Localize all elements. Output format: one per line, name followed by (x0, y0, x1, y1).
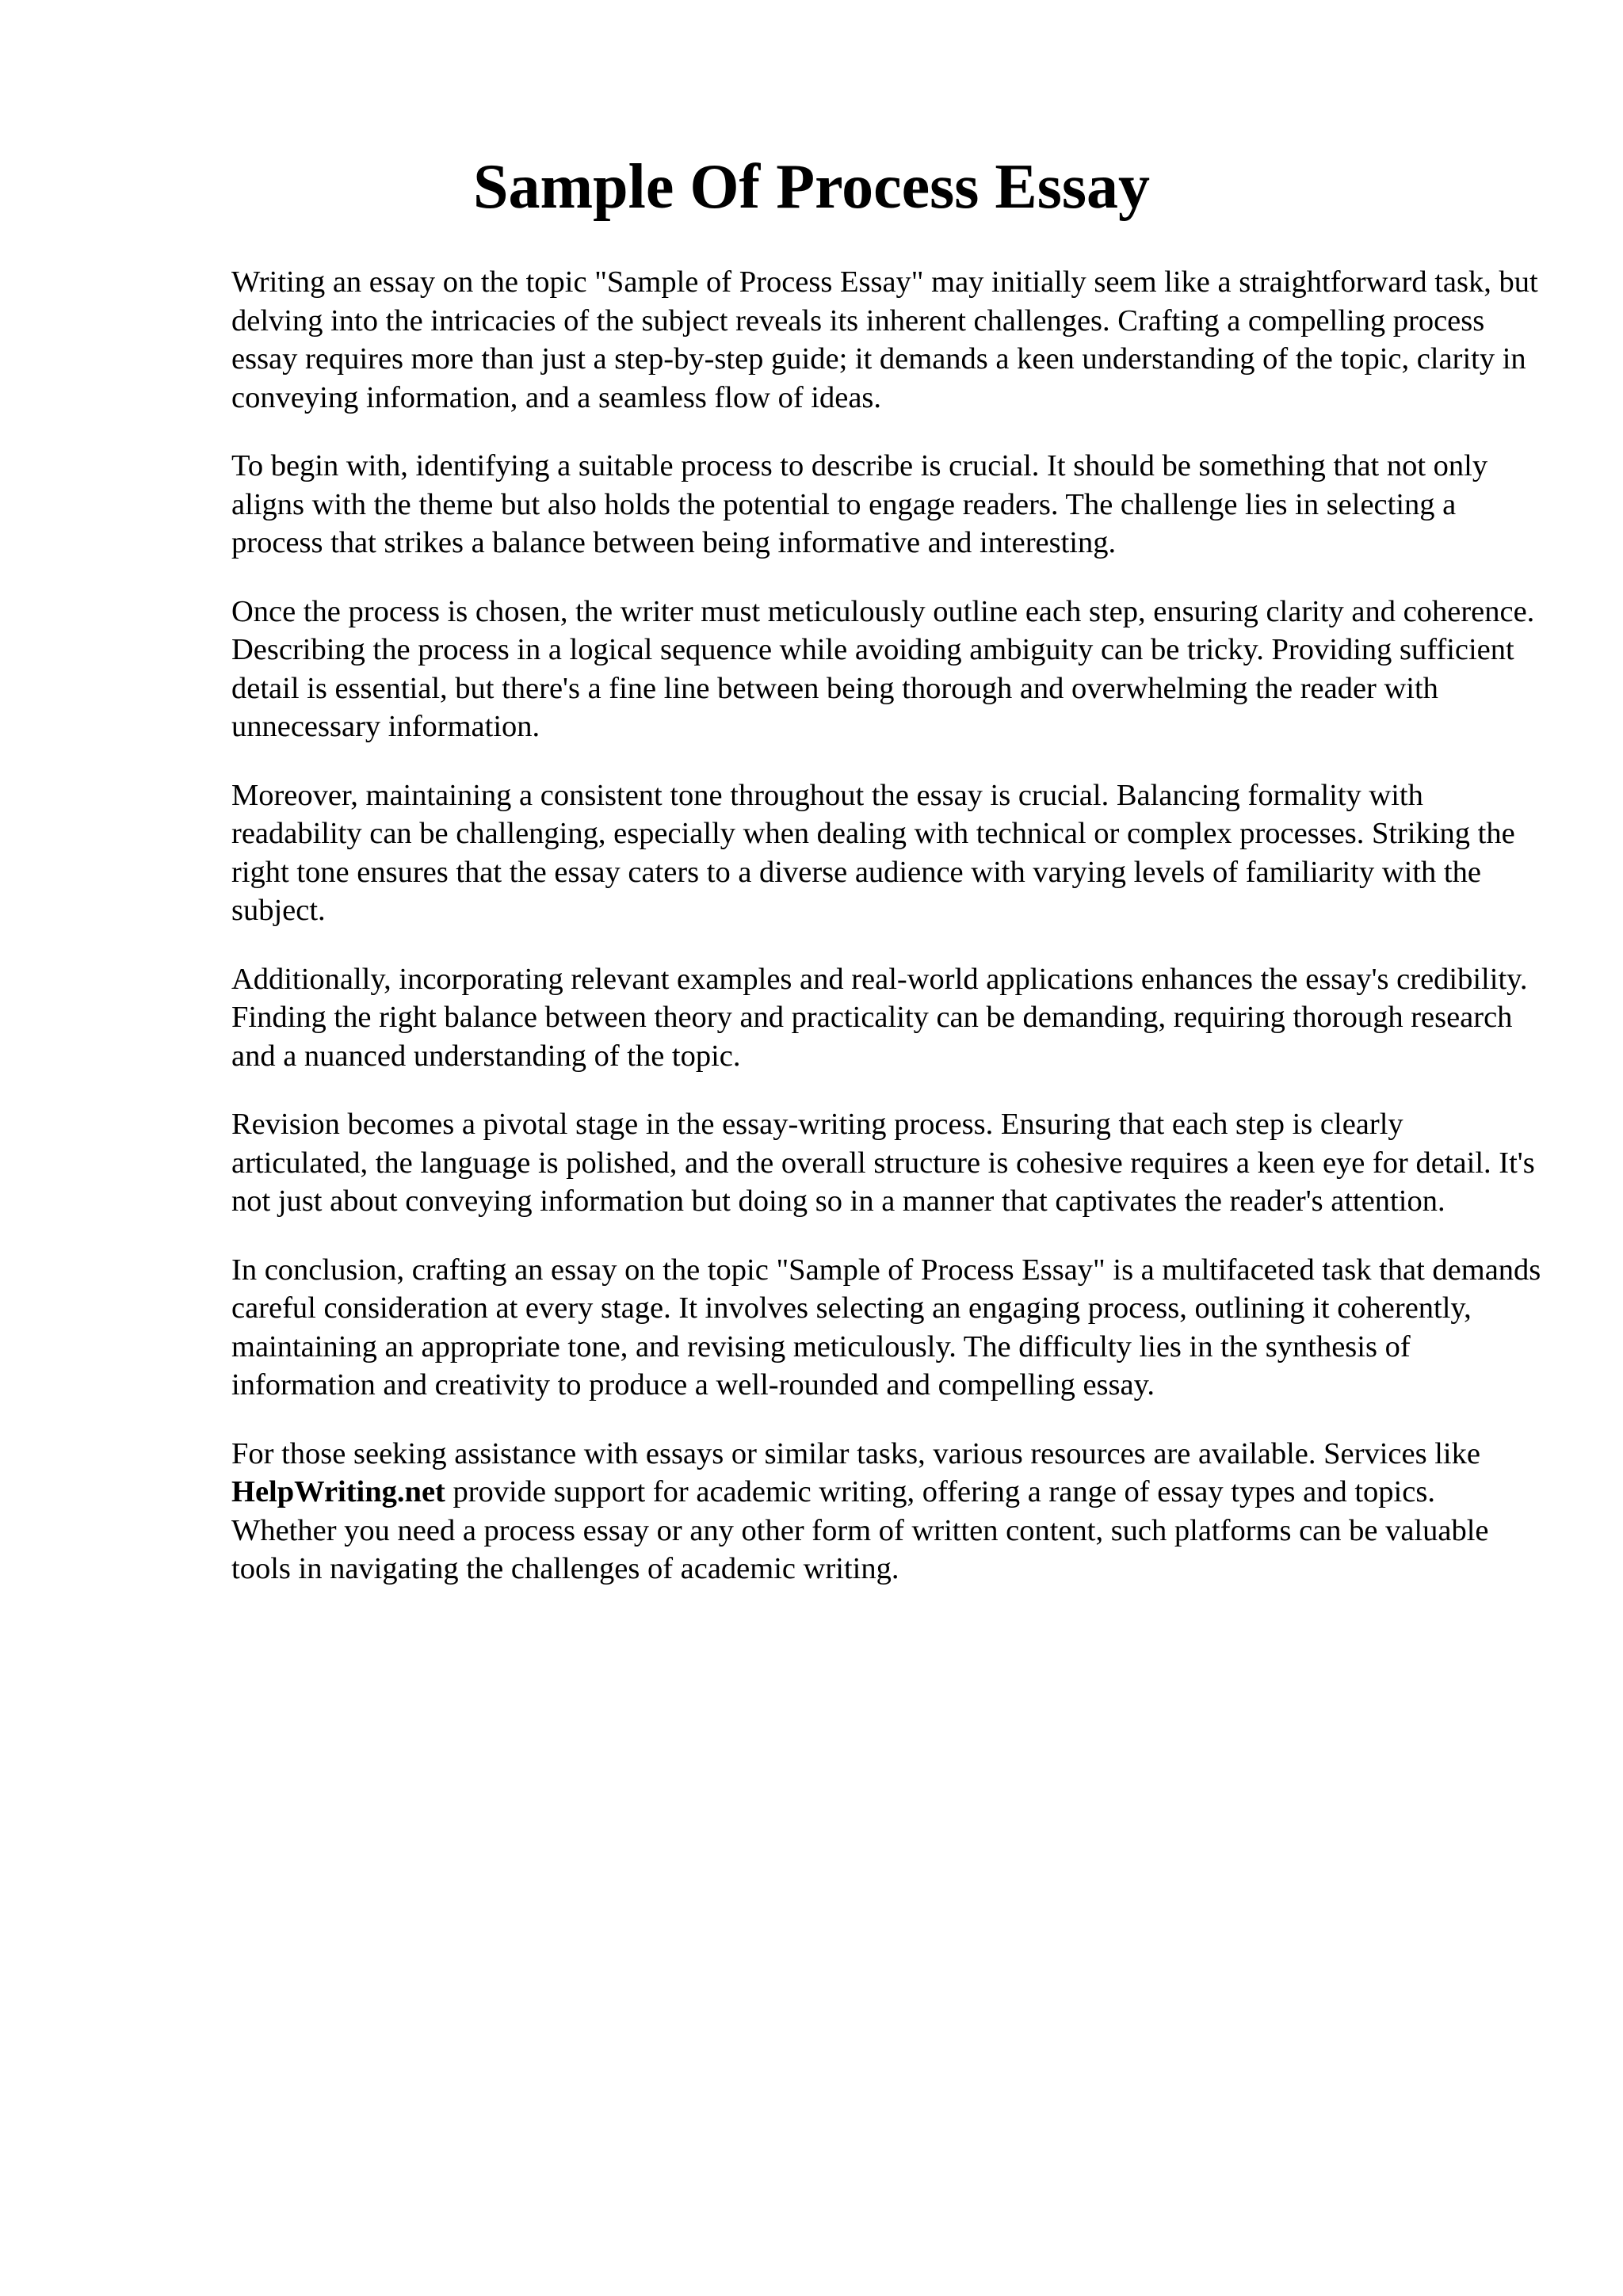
paragraph-1: Writing an essay on the topic "Sample of Process Essay" may initially seem like a straightforward task, but delving into the intricacies of the subject reveals its inherent challenges. Crafting a compelling process essay requires more than just a step-by-step guide; it demands a keen understanding of the topic, clarity in conveying information, and a seamless flow of ideas. (231, 265, 1538, 414)
paragraph-2: To begin with, identifying a suitable process to describe is crucial. It should be something that not only aligns with the theme but also holds the potential to engage readers. The challenge lies in selecting a process that strikes a balance between being informative and interesting. (231, 449, 1488, 559)
closing-paragraph (231, 1435, 1547, 1589)
paragraph-6: Revision becomes a pivotal stage in the essay-writing process. Ensuring that each step is clearly articulated, the language is polished, and the overall structure is cohesive requires a keen eye for detail. It's not just about conveying information but doing so in a manner that captivates the reader's attention. (231, 1108, 1535, 1218)
essay-body (231, 263, 1547, 1619)
closing-text-after: provide support for academic writing, offering a range of essay types and topics. Whether you need a process essay or any other form of written content, such platforms can be valuable tools in navigating the challenges of academic writing. (231, 1475, 1489, 1585)
paragraph-4: Moreover, maintaining a consistent tone throughout the essay is crucial. Balancing formality with readability can be challenging, especially when dealing with technical or complex processes. Striking the right tone ensures that the essay caters to a diverse audience with varying levels of familiarity with the subject. (231, 778, 1515, 927)
page-title: Sample Of Process Essay (472, 152, 1151, 222)
paragraph-5: Additionally, incorporating relevant examples and real-world applications enhances the essay's credibility. Finding the right balance between theory and practicality can be demanding, requiring thorough research and a nuanced understanding of the topic. (231, 962, 1528, 1073)
helpwriting-link[interactable]: HelpWriting.net (231, 1475, 445, 1508)
paragraph-3: Once the process is chosen, the writer must meticulously outline each step, ensuring clarity and coherence. Describing the process in a logical sequence while avoiding ambiguity can be tricky. Providing sufficient detail is essential, but there's a fine line between being thorough and overwhelming the reader with unnecessary information. (231, 594, 1535, 743)
paragraph-7: In conclusion, crafting an essay on the topic "Sample of Process Essay" is a multifaceted task that demands careful consideration at every stage. It involves selecting an engaging process, outlining it coherently, maintaining an appropriate tone, and revising meticulously. The difficulty lies in the synthesis of information and creativity to produce a well-rounded and compelling essay. (231, 1253, 1541, 1402)
closing-text-before: For those seeking assistance with essays or similar tasks, various resources are available. Services like (231, 1436, 1480, 1470)
